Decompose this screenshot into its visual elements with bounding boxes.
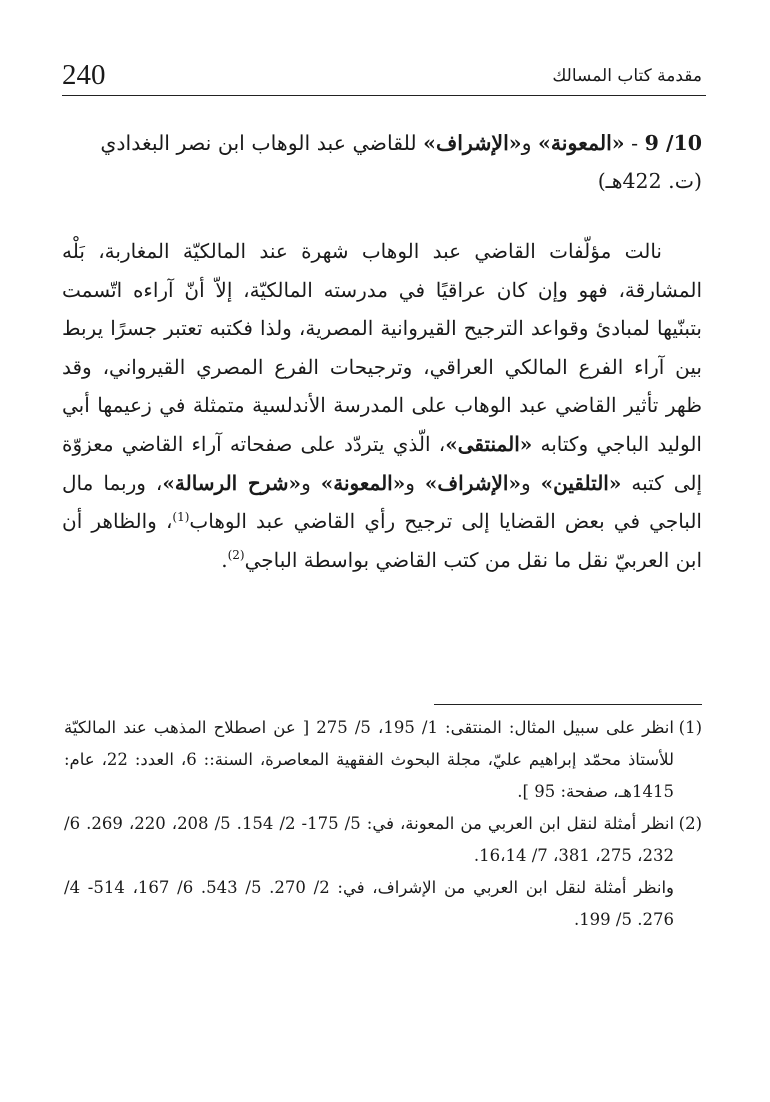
body-text-segment: . [221, 547, 228, 572]
footnote-text-2: انظر أمثلة لنقل ابن العربي من المعونة، في: 5/ 175- 2/ 154. 5/ 208، 220، 269. 6/ 232، 275، 381، 7/ 16،14. [64, 814, 675, 865]
footnotes [64, 712, 702, 936]
body-text-segment: و [405, 470, 425, 495]
body-paragraph [62, 232, 702, 579]
book-title-talqin: «التلقين» [540, 470, 622, 495]
body-text-segment: نالت مؤلّفات القاضي عبد الوهاب شهرة عند المالكيّة المغاربة، بَلْه المشارقة، فهو وإن كان عراقيًا في مدرسته المالكيّة، إلاّ أنّ آراءه اتّسمت بتبنّيها لمبادئ وقواعد الترجيح القيروانية المصرية، ولذا فكتبه تعتبر جسرًا يربط بين آراء الفرع المالكي العراقي، وترجيحات الفرع المصري القيرواني، وقد ظهر تأثير القاضي عبد الوهاب على المدرسة الأندلسية متمثلة في زعيمها أبي الوليد الباجي وكتابه [62, 239, 702, 456]
footnote-text-3: وانظر أمثلة لنقل ابن العربي من الإشراف، في: 2/ 270. 5/ 543. 6/ 167، 514- 4/ 276. 5/ 199. [64, 878, 675, 929]
footnote-text-1: انظر على سبيل المثال: المنتقى: 1/ 195، 5/ 275 [ عن اصطلاح المذهب عند المالكيّة للأستاذ محمّد إبراهيم عليّ، مجلة البحوث الفقهية المعاصرة، السنة:: 6، العدد: 22، عام: 1415هـ، صفحة: 95 ]. [64, 718, 674, 801]
heading-dash: - [624, 131, 645, 155]
footnote-2 [64, 808, 702, 872]
footnote-1 [64, 712, 702, 808]
running-title: مقدمة كتاب المسالك [552, 66, 702, 86]
header-rule [62, 95, 706, 96]
heading-conj: و [521, 131, 538, 155]
footnote-label-1: (1) [678, 718, 702, 737]
paragraph [62, 232, 702, 579]
book-title-maouna: «المعونة» [320, 470, 406, 495]
body-text-segment: ، الّذي يتردّد على صفحاته آراء القاضي معزوّة إلى كتبه [62, 431, 703, 495]
heading-rest: للقاضي عبد الوهاب ابن نصر البغدادي (ت. 422هـ) [100, 131, 702, 193]
body-text-segment: ، والظاهر أن ابن العربيّ نقل ما نقل من كتب القاضي بواسطة الباجي [62, 509, 702, 572]
body-text-segment: و [520, 470, 541, 495]
footnote-ref-1[interactable]: (1) [172, 509, 190, 524]
book-title-ishraf: «الإشراف» [424, 470, 521, 495]
heading-book-1: «المعونة» [538, 131, 625, 155]
heading-book-2: «الإشراف» [423, 131, 522, 155]
footnote-rule [434, 704, 702, 705]
book-title-sharh-risala: «شرح الرسالة» [162, 470, 302, 495]
body-text-segment: و [301, 470, 321, 495]
section-heading [62, 124, 702, 200]
page-number: 240 [62, 59, 106, 91]
section-number: 10/ 9 [644, 131, 702, 155]
footnote-ref-2[interactable]: (2) [227, 548, 245, 563]
page-header [62, 56, 702, 96]
book-title-muntaqa: «المنتقى» [445, 431, 533, 456]
footnote-label-2: (2) [678, 814, 702, 833]
footnote-2-continued [64, 872, 702, 936]
body-text-segment: ، وربما مال الباجي في بعض القضايا إلى ترجيح رأي القاضي عبد الوهاب [62, 470, 702, 534]
